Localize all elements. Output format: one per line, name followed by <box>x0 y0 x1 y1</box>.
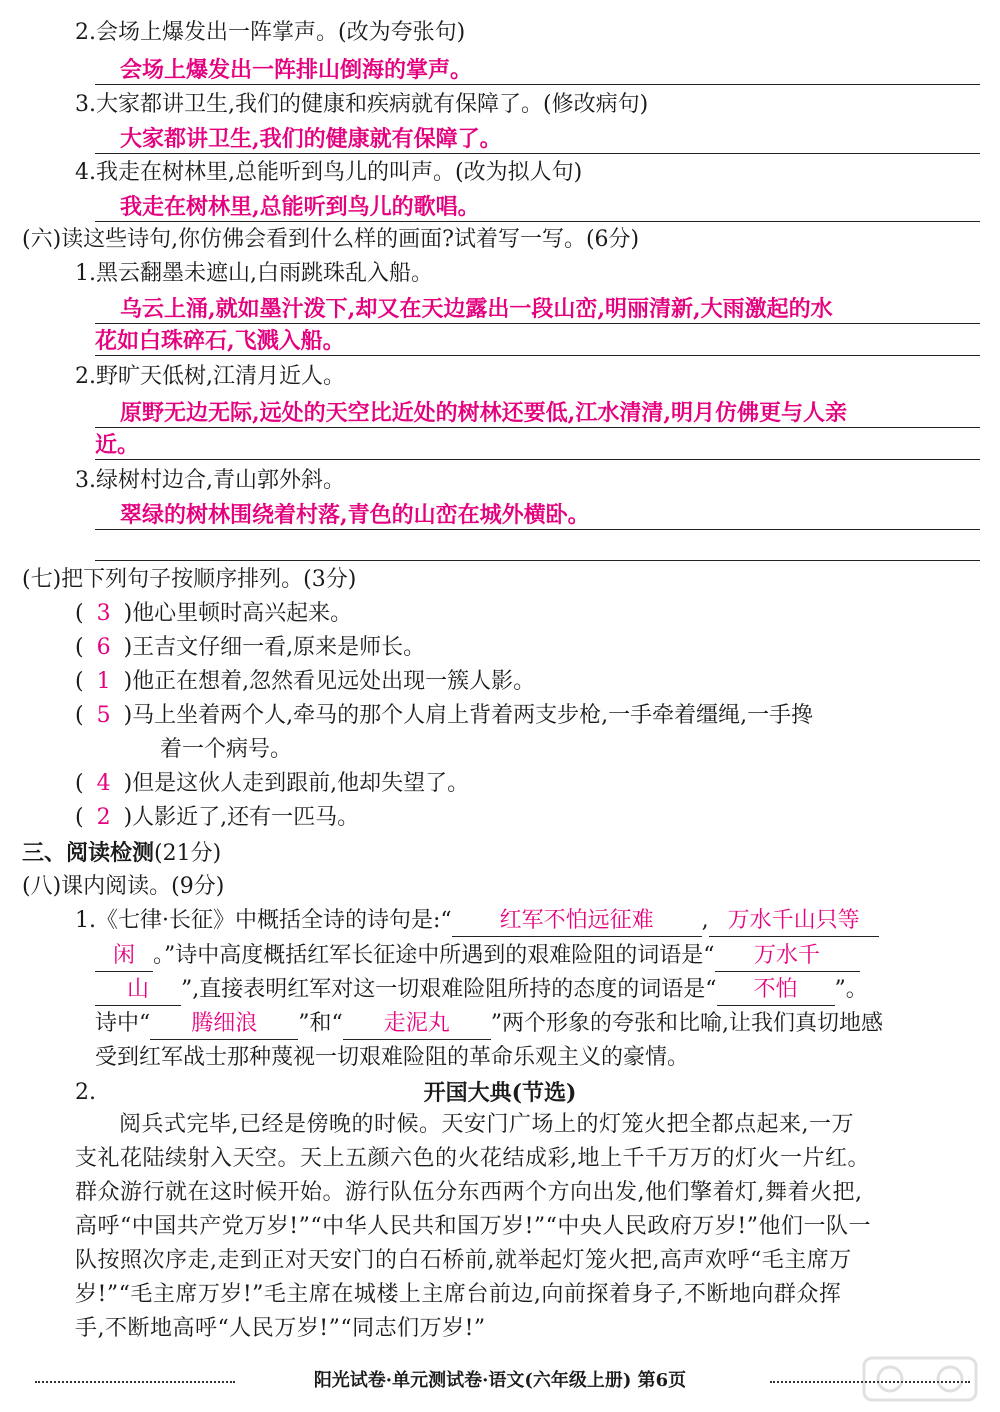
open-paren: ( <box>75 669 84 694</box>
answer-line <box>95 323 980 324</box>
answer-line <box>95 560 980 561</box>
passage-line: 群众游行就在这时候开始。游行队伍分东西两个方向出发,他们擎着灯,舞着火把, <box>75 1180 863 1205</box>
question-6-3: 3.绿树村边合,青山郭外斜。 <box>75 468 345 493</box>
answer-line <box>95 221 980 222</box>
answer-6-1-line1: 乌云上涌,就如墨汁泼下,却又在天边露出一段山峦,明丽清新,大雨激起的水 <box>120 296 833 322</box>
question-8-2-number: 2. <box>75 1080 96 1105</box>
answer-line <box>95 355 980 356</box>
answer-6-1-line2: 花如白珠碎石,飞溅入船。 <box>95 328 345 354</box>
order-item <box>75 701 813 731</box>
passage-line: 队按照次序走,走到正对天安门的白石桥前,就举起灯笼火把,高声欢呼“毛主席万 <box>75 1248 852 1273</box>
answer-6-2-line2: 近。 <box>95 432 140 458</box>
section-3-heading <box>22 838 221 869</box>
order-text: )但是这伙人走到跟前,他却失望了。 <box>123 771 470 796</box>
answer-5-2: 会场上爆发出一阵排山倒海的掌声。 <box>120 57 473 83</box>
order-number: 2 <box>96 805 111 830</box>
question-5-3: 3.大家都讲卫生,我们的健康和疾病就有保障了。(修改病句) <box>75 92 649 117</box>
fill-blank: 不怕 <box>717 975 835 1006</box>
order-item <box>75 769 469 799</box>
question-6-2: 2.野旷天低树,江清月近人。 <box>75 364 345 389</box>
answer-line <box>95 459 980 460</box>
answer-5-4: 我走在树林里,总能听到鸟儿的歌唱。 <box>120 194 480 220</box>
section-6-heading: (六)读这些诗句,你仿佛会看到什么样的画面?试着写一写。(6分) <box>22 227 640 252</box>
question-5-2: 2.会场上爆发出一阵掌声。(改为夸张句) <box>75 20 466 45</box>
q-text: ”和“ <box>298 1011 343 1036</box>
order-number: 3 <box>96 601 111 626</box>
passage-line: 高呼“中国共产党万岁!”“中华人民共和国万岁!”“中央人民政府万岁!”他们一队一 <box>75 1214 872 1239</box>
question-5-4: 4.我走在树林里,总能听到鸟儿的叫声。(改为拟人句) <box>75 160 583 185</box>
q-text: ”两个形象的夸张和比喻,让我们真切地感 <box>490 1011 883 1036</box>
answer-5-3: 大家都讲卫生,我们的健康就有保障了。 <box>120 126 502 152</box>
order-item <box>75 803 359 833</box>
q-text: 诗中“ <box>95 1011 151 1036</box>
order-number: 6 <box>96 635 111 660</box>
fill-blank: 万水千山只等 <box>709 906 879 937</box>
question-8-1-line3 <box>95 975 868 1006</box>
passage-line: 支礼花陆续射入天空。天上五颜六色的火花结成彩,地上千千万万的灯火一片红。 <box>75 1146 870 1171</box>
fill-blank: 腾细浪 <box>150 1009 298 1040</box>
answer-line <box>95 427 980 428</box>
fill-blank: 闲 <box>95 941 153 972</box>
section-3-title: 三、阅读检测 <box>22 840 155 866</box>
watermark-logo-icon <box>860 1354 980 1404</box>
q-text: 。”诗中高度概括红军长征途中所遇到的艰难险阻的词语是“ <box>153 943 715 968</box>
passage-line: 阅兵式完毕,已经是傍晚的时候。天安门广场上的灯笼火把全都点起来,一万 <box>119 1112 854 1137</box>
open-paren: ( <box>75 771 84 796</box>
section-8-heading: (八)课内阅读。(9分) <box>22 874 225 899</box>
order-text: )他心里顿时高兴起来。 <box>123 601 353 626</box>
question-8-1-line4 <box>95 1009 883 1040</box>
answer-line <box>95 529 980 530</box>
order-text: )他正在想着,忽然看见远处出现一簇人影。 <box>123 669 536 694</box>
q-text: ”,直接表明红军对这一切艰难险阻所持的态度的词语是“ <box>181 977 717 1002</box>
order-text: )人影近了,还有一匹马。 <box>123 805 360 830</box>
fill-blank: 走泥丸 <box>343 1009 491 1040</box>
section-7-heading: (七)把下列句子按顺序排列。(3分) <box>22 567 357 592</box>
fill-blank: 万水千 <box>715 941 860 972</box>
q-text: 1.《七律·长征》中概括全诗的诗句是:“ <box>75 908 452 933</box>
open-paren: ( <box>75 601 84 626</box>
fill-blank: 红军不怕远征难 <box>452 906 702 937</box>
order-text: )马上坐着两个人,牵马的那个人肩上背着两支步枪,一手牵着缰绳,一手搀 <box>123 703 814 728</box>
passage-line: 手,不断地高呼“人民万岁!”“同志们万岁!” <box>75 1316 486 1341</box>
section-3-score: (21分) <box>154 841 222 866</box>
answer-line <box>95 84 980 85</box>
open-paren: ( <box>75 635 84 660</box>
order-number: 1 <box>96 669 111 694</box>
fill-blank: 山 <box>95 975 181 1006</box>
order-number: 4 <box>96 771 111 796</box>
answer-line <box>95 153 980 154</box>
order-item <box>75 633 425 663</box>
open-paren: ( <box>75 703 84 728</box>
answer-6-3: 翠绿的树林围绕着村落,青色的山峦在城外横卧。 <box>120 502 590 528</box>
q-text: ”。 <box>834 977 868 1002</box>
answer-6-2-line1: 原野无边无际,远处的天空比近处的树林还要低,江水清清,明月仿佛更与人亲 <box>120 400 847 426</box>
order-item-continuation: 着一个病号。 <box>160 737 293 762</box>
footer-text: 阳光试卷·单元测试卷·语文(六年级上册) 第6页 <box>313 1370 687 1391</box>
passage-line: 岁!”“毛主席万岁!”毛主席在城楼上主席台前边,向前探着身子,不断地向群众挥 <box>75 1282 842 1307</box>
question-8-1-line5: 受到红军战士那种蔑视一切艰难险阻的革命乐观主义的豪情。 <box>95 1045 690 1070</box>
question-8-1-line1 <box>75 906 879 937</box>
passage-title: 开国大典(节选) <box>423 1080 577 1106</box>
question-8-1-line2 <box>95 941 860 972</box>
order-item <box>75 599 352 629</box>
order-text: )王吉文仔细一看,原来是师长。 <box>123 635 426 660</box>
order-number: 5 <box>96 703 111 728</box>
q-text: , <box>701 908 709 933</box>
question-6-1: 1.黑云翻墨未遮山,白雨跳珠乱入船。 <box>75 261 433 286</box>
open-paren: ( <box>75 805 84 830</box>
order-item <box>75 667 535 697</box>
